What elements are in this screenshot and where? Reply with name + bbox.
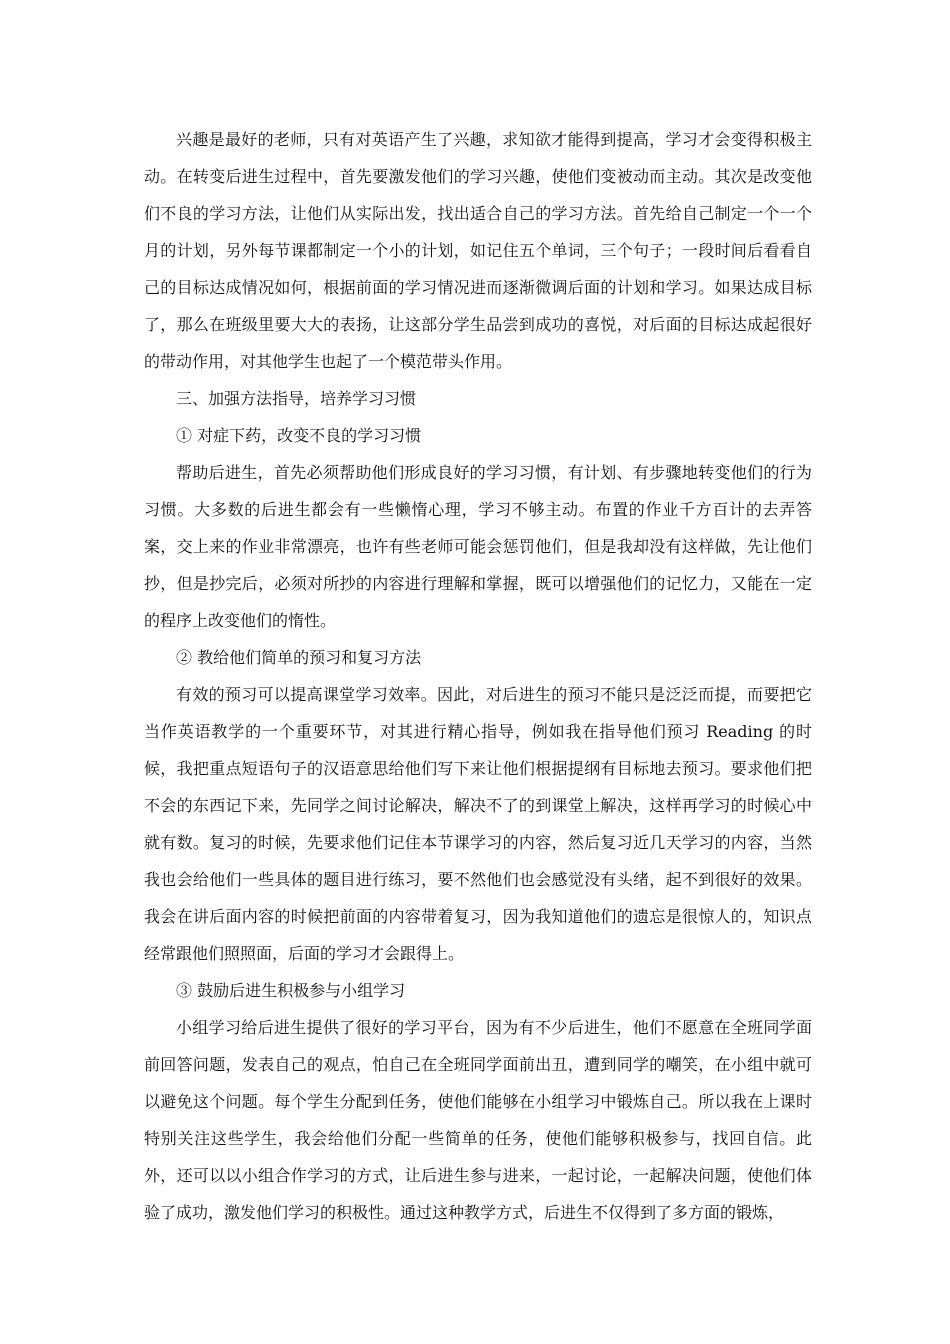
paragraph-habits: 帮助后进生，首先必须帮助他们形成良好的学习习惯，有计划、有步骤地转变他们的行为习惯。大多数的后进生都会有一些懒惰心理，学习不够主动。布置的作业千方百计的去弄答案，交上来的作业非常漂亮，也许有些老师可能会惩罚他们，但是我却没有这样做，先让他们抄，但是抄完后，必须对所抄的内容进行理解和掌握，既可以增强他们的记忆力，又能在一定的程序上改变他们的惰性。 (144, 463, 812, 630)
subheading-bad-habits: ① 对症下药，改变不良的学习习惯 (176, 426, 422, 445)
section-heading-method-guidance: 三、加强方法指导，培养学习习惯 (176, 389, 417, 408)
paragraph-preview-review: 有效的预习可以提高课堂学习效率。因此，对后进生的预习不能只是泛泛而提，而要把它当作英语教学的一个重要环节，对其进行精心指导，例如我在指导他们预习 Reading 的时候，我把重点短语句子的汉语意思给他们写下来让他们根据提纲有目标地去预习。要求他们把不会的东西记下来，先同学之间讨论解决，解决不了的到课堂上解决，这样再学习的时候心中就有数。复习的时候，先要求他们记住本节课学习的内容，然后复习近几天学习的内容，当然我也会给他们一些具体的题目进行练习，要不然他们也会感觉没有头绪，起不到很好的效果。我会在讲后面内容的时候把前面的内容带着复习，因为我知道他们的遗忘是很惊人的，知识点经常跟他们照照面，后面的学习才会跟得上。 (144, 685, 812, 963)
subheading-preview-review: ② 教给他们简单的预习和复习方法 (176, 648, 422, 667)
paragraph-group-learning: 小组学习给后进生提供了很好的学习平台，因为有不少后进生，他们不愿意在全班同学面前回答问题，发表自己的观点，怕自己在全班同学面前出丑，遭到同学的嘲笑，在小组中就可以避免这个问题。每个学生分配到任务，使他们能够在小组学习中锻炼自己。所以我在上课时特别关注这些学生，我会给他们分配一些简单的任务，使他们能够积极参与，找回自信。此外，还可以以小组合作学习的方式，让后进生参与进来，一起讨论，一起解决问题，使他们体验了成功，激发他们学习的积极性。通过这种教学方式，后进生不仅得到了多方面的锻炼， (144, 1018, 812, 1222)
subheading-group-learning: ③ 鼓励后进生积极参与小组学习 (176, 981, 406, 1000)
document-body (144, 121, 812, 1231)
paragraph-interest: 兴趣是最好的老师，只有对英语产生了兴趣，求知欲才能得到提高，学习才会变得积极主动。在转变后进生过程中，首先要激发他们的学习兴趣，使他们变被动而主动。其次是改变他们不良的学习方法，让他们从实际出发，找出适合自己的学习方法。首先给自己制定一个一个月的计划，另外每节课都制定一个小的计划，如记住五个单词，三个句子；一段时间后看看自己的目标达成情况如何，根据前面的学习情况进而逐渐微调后面的计划和学习。如果达成目标了，那么在班级里要大大的表扬，让这部分学生品尝到成功的喜悦，对后面的目标达成起很好的带动作用，对其他学生也起了一个模范带头作用。 (144, 130, 812, 371)
